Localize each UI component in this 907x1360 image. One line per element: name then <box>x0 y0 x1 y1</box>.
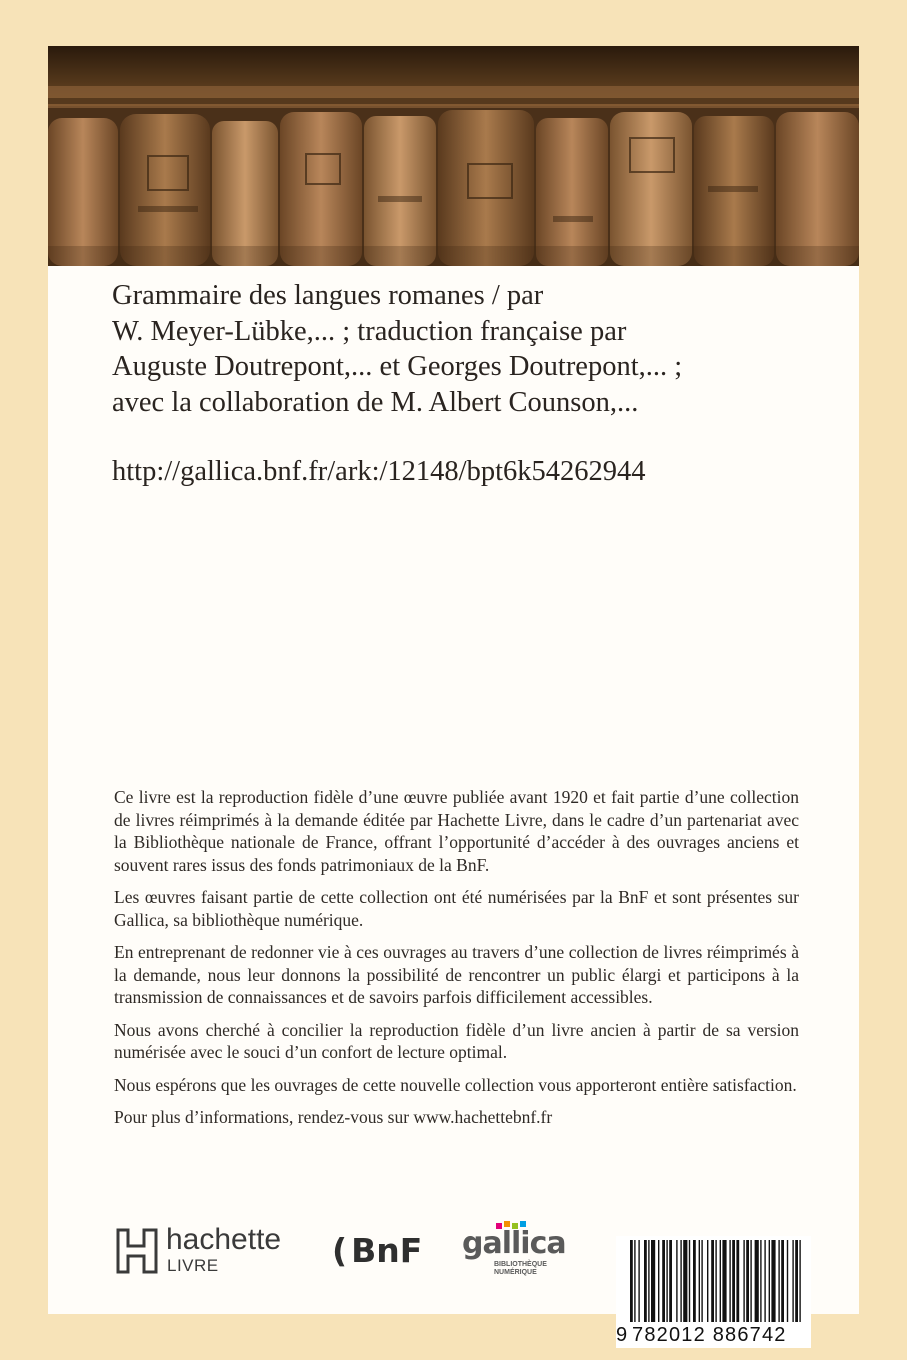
title-block <box>112 278 832 490</box>
isbn-barcode <box>616 1236 811 1348</box>
title-line-3: Auguste Doutrepont,... et Georges Doutrepont,... ; <box>112 351 683 382</box>
cover-panel <box>48 46 859 1346</box>
barcode-digits-rest: 782012 886742 <box>632 1324 787 1346</box>
bnf-text: BnF <box>351 1231 423 1270</box>
gallica-url: http://gallica.bnf.fr/ark:/12148/bpt6k54262944 <box>112 456 646 487</box>
description <box>114 786 799 1139</box>
gallica-sub-line-2: NUMÉRIQUE <box>494 1269 537 1276</box>
paragraph: Pour plus d’informations, rendez-vous sur www.hachettebnf.fr <box>114 1107 553 1127</box>
gallica-logo <box>462 1221 572 1281</box>
paragraph: Nous avons cherché à concilier la reproduction fidèle d’un livre ancien à partir de sa version numérisée avec le souci d’un confort de lecture optimal. <box>114 1019 799 1062</box>
gallica-word: gallica <box>462 1226 566 1261</box>
gallica-sub <box>494 1261 547 1277</box>
paragraph: En entreprenant de redonner vie à ces ouvrages au travers d’une collection de livres réimprimés à la demande, nous leur donnons la possibilité de rencontrer un public élargi et participons à la transmission de connaissances et de savoirs parfois difficilement accessibles. <box>114 942 799 1007</box>
paragraph: Ce livre est la reproduction fidèle d’une œuvre publiée avant 1920 et fait partie d’une collection de livres réimprimés à la demande éditée par Hachette Livre, dans le cadre d’un partenariat avec la Bibliothèque nationale de France, offrant l’opportunité d’accéder à des ouvrages anciens et souvent rares issus des fonds patrimoniaux de la BnF. <box>114 787 799 875</box>
title-line-1: Grammaire des langues romanes / par <box>112 280 544 311</box>
hachette-mark-icon <box>116 1228 158 1274</box>
hachette-sub: LIVRE <box>167 1256 219 1275</box>
gallica-sub-line-1: BIBLIOTHÈQUE <box>494 1261 547 1268</box>
bnf-logo <box>332 1233 422 1269</box>
paragraph: Les œuvres faisant partie de cette collection ont été numérisées par la BnF et sont présentes sur Gallica, sa bibliothèque numérique. <box>114 887 799 930</box>
barcode-first-digit: 9 <box>616 1324 628 1346</box>
paragraph: Nous espérons que les ouvrages de cette nouvelle collection vous apporteront entière satisfaction. <box>114 1074 797 1095</box>
books-photo <box>48 46 859 266</box>
hachette-word: hachette <box>166 1223 282 1256</box>
title-line-4: avec la collaboration de M. Albert Counson,... <box>112 386 639 418</box>
hachette-logo <box>116 1223 291 1278</box>
barcode-bars-icon <box>616 1236 811 1324</box>
title-line-2: W. Meyer-Lübke,... ; traduction française par <box>112 315 627 347</box>
bnf-bracket-icon: ( <box>332 1231 348 1270</box>
